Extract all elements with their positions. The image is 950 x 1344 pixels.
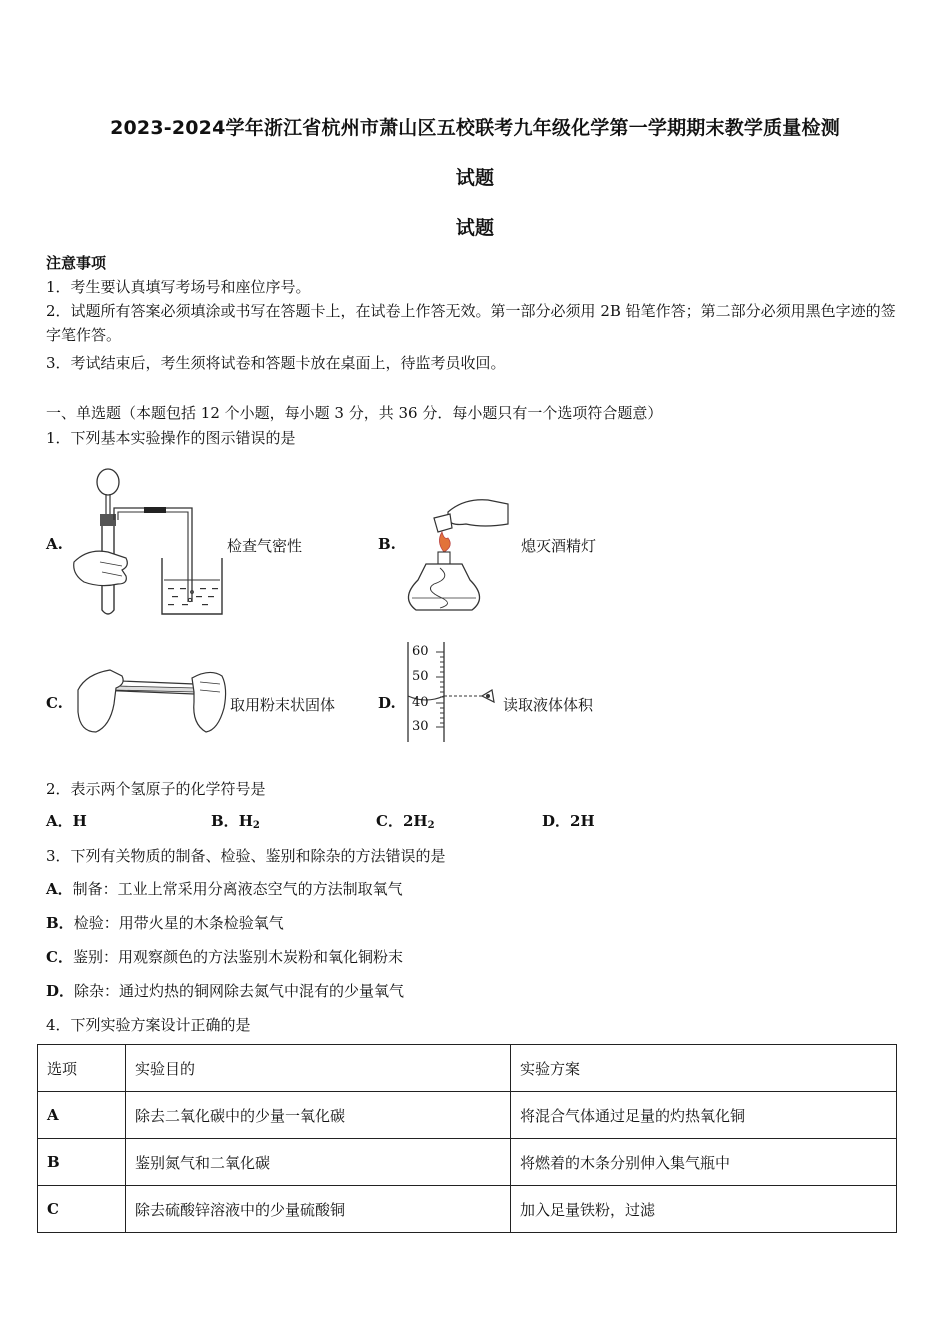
note-item-3: 3．考试结束后，考生须将试卷和答题卡放在桌面上，待监考员收回。 [46, 354, 506, 372]
q3-option-a [46, 878, 403, 899]
q1-option-d-caption: 读取液体体积 [503, 696, 594, 714]
q3-option-c-text: 鉴别：用观察颜色的方法鉴别木炭粉和氧化铜粉末 [72, 948, 403, 966]
table-cell-option: C [38, 1186, 126, 1233]
q1-option-b-label: B. [378, 535, 396, 553]
q3-option-d-text: 除杂：通过灼热的铜网除去氮气中混有的少量氧气 [74, 982, 405, 1000]
q2-stem: 2．表示两个氢原子的化学符号是 [46, 780, 266, 798]
q1-stem: 1．下列基本实验操作的图示错误的是 [46, 429, 296, 447]
q2-option-c-text: 2H [402, 812, 428, 830]
q2-option-c-label: C． [376, 812, 403, 830]
q1-option-c-label: C. [46, 694, 63, 712]
table-cell-option: B [38, 1139, 126, 1186]
q3-option-d-label: D． [46, 982, 75, 1000]
table-header-cell: 实验方案 [511, 1045, 897, 1092]
q2-option-d-label: D． [542, 812, 571, 830]
cylinder-tick-40: 40 [412, 695, 429, 710]
notes-heading: 注意事项 [46, 254, 107, 272]
cylinder-tick-60: 60 [412, 644, 429, 659]
q2-option-d-text: 2H [570, 812, 595, 830]
powder-transfer-figure [74, 660, 230, 738]
q3-option-c-label: C． [46, 948, 73, 966]
q2-option-d [542, 810, 595, 831]
table-cell-option: A [38, 1092, 126, 1139]
cylinder-tick-30: 30 [412, 719, 429, 734]
q2-option-c-subscript: 2 [427, 820, 435, 831]
q4-stem: 4．下列实验方案设计正确的是 [46, 1016, 251, 1034]
q3-option-b-text: 检验：用带火星的木条检验氧气 [73, 914, 284, 932]
table-cell-plan: 将燃着的木条分别伸入集气瓶中 [511, 1139, 897, 1186]
note-item-1: 1．考生要认真填写考场号和座位序号。 [46, 278, 311, 296]
q3-option-a-text: 制备：工业上常采用分离液态空气的方法制取氧气 [72, 880, 403, 898]
q3-option-b [46, 912, 284, 933]
q1-option-a-caption: 检查气密性 [227, 537, 303, 555]
q2-option-b-text: H [238, 812, 253, 830]
table-cell-purpose: 鉴别氮气和二氧化碳 [126, 1139, 511, 1186]
q4-table [37, 1044, 897, 1233]
table-row [38, 1186, 897, 1233]
page-title-line2: 试题 [455, 167, 495, 189]
q3-option-b-label: B． [46, 914, 74, 932]
q2-option-a-text: H [72, 812, 87, 830]
table-cell-plan: 加入足量铁粉，过滤 [511, 1186, 897, 1233]
cylinder-tick-50: 50 [412, 669, 429, 684]
q2-option-b-label: B． [211, 812, 239, 830]
q1-option-a-label: A. [46, 535, 63, 553]
page-subtitle: 试题 [455, 217, 495, 239]
q3-option-c [46, 946, 403, 967]
q1-option-c-caption: 取用粉末状固体 [230, 696, 336, 714]
table-header-cell: 实验目的 [126, 1045, 511, 1092]
table-cell-purpose: 除去二氧化碳中的少量一氧化碳 [126, 1092, 511, 1139]
q2-option-c [376, 810, 435, 831]
table-cell-plan: 将混合气体通过足量的灼热氧化铜 [511, 1092, 897, 1139]
page-title: 2023-2024学年浙江省杭州市萧山区五校联考九年级化学第一学期期末教学质量检测 [110, 117, 840, 139]
airtightness-check-figure [70, 462, 230, 620]
table-row [38, 1092, 897, 1139]
q2-option-a-label: A． [46, 812, 73, 830]
q3-option-d [46, 980, 404, 1001]
q1-option-b-caption: 熄灭酒精灯 [521, 537, 597, 555]
q3-stem: 3．下列有关物质的制备、检验、鉴别和除杂的方法错误的是 [46, 847, 446, 865]
alcohol-lamp-figure [404, 494, 514, 618]
table-cell-purpose: 除去硫酸锌溶液中的少量硫酸铜 [126, 1186, 511, 1233]
q1-option-d-label: D. [378, 694, 396, 712]
q2-option-a [46, 810, 87, 831]
note-item-2: 2．试题所有答案必须填涂或书写在答题卡上，在试卷上作答无效。第一部分必须用 2B 铅笔作答；第二部分必须用黑色字迹的签字笔作答。 [46, 302, 896, 344]
section-heading: 一、单选题（本题包括 12 个小题，每小题 3 分，共 36 分．每小题只有一个选项符合题意） [46, 404, 663, 422]
q3-option-a-label: A． [46, 880, 73, 898]
table-header-row [38, 1045, 897, 1092]
table-row [38, 1139, 897, 1186]
q2-option-b [211, 810, 260, 831]
table-header-cell: 选项 [38, 1045, 126, 1092]
q2-option-b-subscript: 2 [252, 820, 260, 831]
